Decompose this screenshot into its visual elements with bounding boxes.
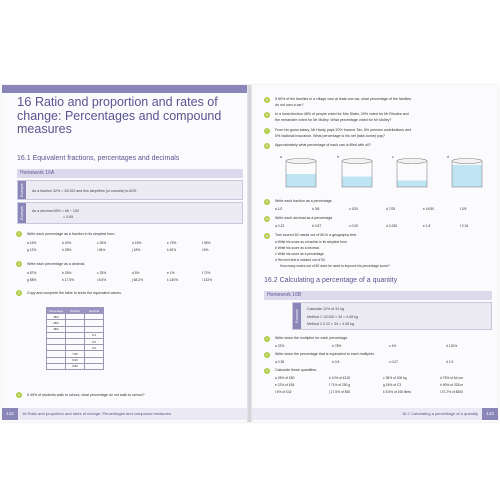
option: b 10% of £120: [329, 376, 351, 380]
can-label: d: [447, 155, 449, 159]
option: e 22% of £84: [275, 383, 295, 387]
example-tab: Example: [293, 303, 301, 329]
option: i 8.5%: [97, 278, 107, 282]
column-header: Percentage: [47, 308, 66, 314]
sub-question: d His next test is marked out of 50.: [275, 258, 326, 262]
option: f 2/5: [460, 207, 467, 211]
question-number: 4: [16, 392, 22, 398]
option: k 62%: [167, 248, 177, 252]
question-number: 10: [265, 217, 269, 221]
oil-can: [452, 159, 482, 188]
example-box: [292, 302, 492, 330]
question-text: Tom scored 60 marks out of 80 in a geography test.: [275, 233, 357, 237]
example-text: = 0.65: [63, 215, 74, 219]
section-heading: 16.1 Equivalent fractions, percentages and decimals: [17, 155, 180, 162]
can-label: c: [392, 155, 394, 159]
question-text: Approximately what percentage of each can is filled with oil?: [275, 143, 371, 147]
example-text: As a fraction 32% = 32/100 and this simplifies (or cancels) to 8/25: [32, 189, 137, 193]
sub-question: a Write his score as a fraction in its simplest form.: [275, 240, 348, 244]
option: c 33%: [97, 271, 107, 275]
sub-question: How many marks out of 50 does he need to improve his percentage score?: [280, 264, 390, 268]
example-text: Calculate 12% of 34 kg.: [307, 307, 345, 311]
oil-fill: [397, 181, 427, 188]
option: f 72%: [202, 271, 211, 275]
option: b 0.87: [312, 224, 322, 228]
option: b 78%: [332, 344, 342, 348]
table-row: 18%: [47, 314, 104, 320]
question-number: 9: [264, 199, 270, 205]
table-row: 0.4: [47, 332, 104, 338]
section-heading: 16.2 Calculating a percentage of a quantity: [264, 277, 398, 284]
column-header: Fraction: [66, 308, 85, 314]
question-number: 3: [264, 368, 270, 374]
right-page: [252, 85, 498, 422]
option: a 0.23: [275, 224, 285, 228]
question-text: In a local election 48% of people voted for Mrs Slater, 29% voted for Mr Rhodes and: [275, 112, 409, 116]
option: c 3/20: [349, 207, 358, 211]
can-rim: [452, 159, 482, 164]
table-row: 9/10: [47, 357, 104, 363]
option: h 28%: [62, 248, 72, 252]
oil-fill: [452, 165, 482, 187]
question-number: 1: [16, 231, 22, 237]
example-text: Method 1 12/100 × 34 = 4.08 kg: [307, 315, 358, 319]
can-label: b: [337, 155, 339, 159]
question-text: From his gross salary, Mr Hardy pays 20% Income Tax, 6% pension contributions and: [275, 128, 412, 132]
oil-can: [397, 159, 427, 188]
table-row: 9/20: [47, 363, 104, 369]
option: c 4%: [389, 344, 397, 348]
table-row: 0.5: [47, 338, 104, 344]
option: h 17.5%: [62, 278, 75, 282]
option: a 87%: [27, 271, 37, 275]
option: c 25%: [97, 241, 107, 245]
can-label: a: [280, 155, 282, 159]
question-number: 6: [264, 112, 270, 118]
running-footer: 16.2 Calculating a percentage of a quantity: [252, 408, 482, 420]
question-text: Write each percentage as a decimal.: [27, 262, 86, 266]
option: j 17.5% of £56: [329, 390, 351, 394]
equivalence-table: [46, 307, 104, 370]
question-text: Write down the multiplier for each percentage.: [275, 336, 349, 340]
question-number: 2: [264, 352, 270, 358]
option: d 7/25: [386, 207, 396, 211]
option: l 37.2% of £800: [440, 390, 463, 394]
example-box: [17, 180, 243, 200]
question-text: Write each decimal as a percentage.: [275, 216, 334, 220]
example-tab: Example: [18, 181, 26, 199]
table-row: 7/25: [47, 351, 104, 357]
table-row: 28%: [47, 320, 104, 326]
question-text: Write down the percentage that is equivalent to each multiplier.: [275, 352, 375, 356]
option: k 8.5% of 160 litres: [383, 390, 412, 394]
option: e 41/50: [423, 207, 434, 211]
option: b 40%: [62, 241, 72, 245]
option: d 5%: [132, 271, 140, 275]
left-page: [2, 85, 247, 422]
oil-can: [286, 159, 316, 188]
page-number: 143: [482, 408, 498, 420]
option: j 68.2%: [132, 278, 143, 282]
question-text: If 60% of the families in a village own at least one car, what percentage of the families: [275, 97, 412, 101]
option: a 22%: [275, 344, 285, 348]
option: g 58%: [27, 278, 37, 282]
table-row: 0.6: [47, 345, 104, 351]
option: d 15%: [132, 241, 142, 245]
running-footer: 16 Ratio and proportion and rates of change: Percentages and compound measures: [18, 408, 247, 420]
option: c 0.07: [389, 360, 398, 364]
option: a 16%: [27, 241, 37, 245]
example-text: As a decimal 65% = 65 ÷ 100: [32, 209, 79, 213]
option: h 90% of 328 m: [440, 383, 464, 387]
question-text: If 45% of students walk to school, what percentage do not walk to school?: [27, 393, 145, 397]
option: i 36%: [97, 248, 106, 252]
oil-fill: [286, 174, 316, 187]
option: e 1.8: [423, 224, 431, 228]
sub-question: b Write his score as a decimal.: [275, 246, 320, 250]
can-rim: [397, 159, 427, 164]
sub-question: c Write his score as a percentage.: [275, 252, 325, 256]
option: d 1.5: [446, 360, 454, 364]
homework-bar: Homework 16B: [264, 291, 492, 300]
option: d 75% of 64 cm: [440, 376, 463, 380]
question-number: 2: [16, 261, 22, 267]
example-box: [17, 202, 243, 224]
oil-fill: [342, 177, 372, 187]
option: f 2.34: [460, 224, 469, 228]
option: e 1%: [167, 271, 175, 275]
option: l 132%: [202, 278, 213, 282]
question-number: 8: [264, 143, 270, 149]
option: c 35% of 400 kg: [383, 376, 407, 380]
option: g 12%: [27, 248, 37, 252]
column-header: Decimal: [85, 308, 104, 314]
page-number: 142: [2, 408, 18, 420]
option: j 18%: [132, 248, 141, 252]
question-number: 11: [265, 234, 269, 238]
option: e 75%: [167, 241, 177, 245]
can-rim: [342, 159, 372, 164]
option: i 6% of £42: [275, 390, 292, 394]
option: b 25%: [62, 271, 72, 275]
oil-can: [342, 159, 372, 188]
table-row: 38%: [47, 326, 104, 332]
textbook-spread: [2, 85, 498, 422]
question-number: 3: [16, 290, 22, 296]
option: a 1/2: [275, 207, 283, 211]
option: a 25% of £80: [275, 376, 295, 380]
option: g 24% of C3: [383, 383, 402, 387]
question-text: Write each fraction as a percentage.: [275, 199, 333, 203]
chapter-number: 16: [17, 94, 32, 109]
option: b 3/8: [312, 207, 320, 211]
question-text: 5% National Insurance. What percentage is his net (take-home) pay?: [275, 134, 385, 138]
option: d 0.235: [386, 224, 397, 228]
example-text: Method 2 0.12 × 34 = 4.08 kg: [307, 322, 354, 326]
oil-cans: [252, 153, 498, 193]
question-number: 1: [264, 336, 270, 342]
chapter-title: [17, 95, 242, 137]
question-text: do not own a car?: [275, 103, 304, 107]
homework-bar: Homework 16A: [17, 169, 243, 178]
question-text: Write each percentage as a fraction in its simplest form.: [27, 232, 116, 236]
question-text: the remainder voted for Mr Mulley. What percentage voted for Mr Mulley?: [275, 118, 392, 122]
can-rim: [286, 159, 316, 164]
option: l 6%: [202, 248, 209, 252]
question-number: 7: [264, 128, 270, 134]
option: d 120%: [446, 344, 458, 348]
option: b 0.8: [332, 360, 340, 364]
option: a 0.38: [275, 360, 285, 364]
question-text: Calculate these quantities.: [275, 368, 318, 372]
chapter-band: [2, 85, 247, 93]
example-tab: Example: [18, 203, 26, 223]
option: f 71% of 250 g: [329, 383, 351, 387]
option: f 35%: [202, 241, 211, 245]
option: c 0.09: [349, 224, 358, 228]
option: k 130%: [167, 278, 178, 282]
question-number: 5: [264, 97, 270, 103]
chapter-title-text: Ratio and proportion and rates of change: Percentages and compound measures: [17, 95, 222, 136]
question-text: Copy and complete the table to show the equivalent values.: [27, 291, 122, 295]
